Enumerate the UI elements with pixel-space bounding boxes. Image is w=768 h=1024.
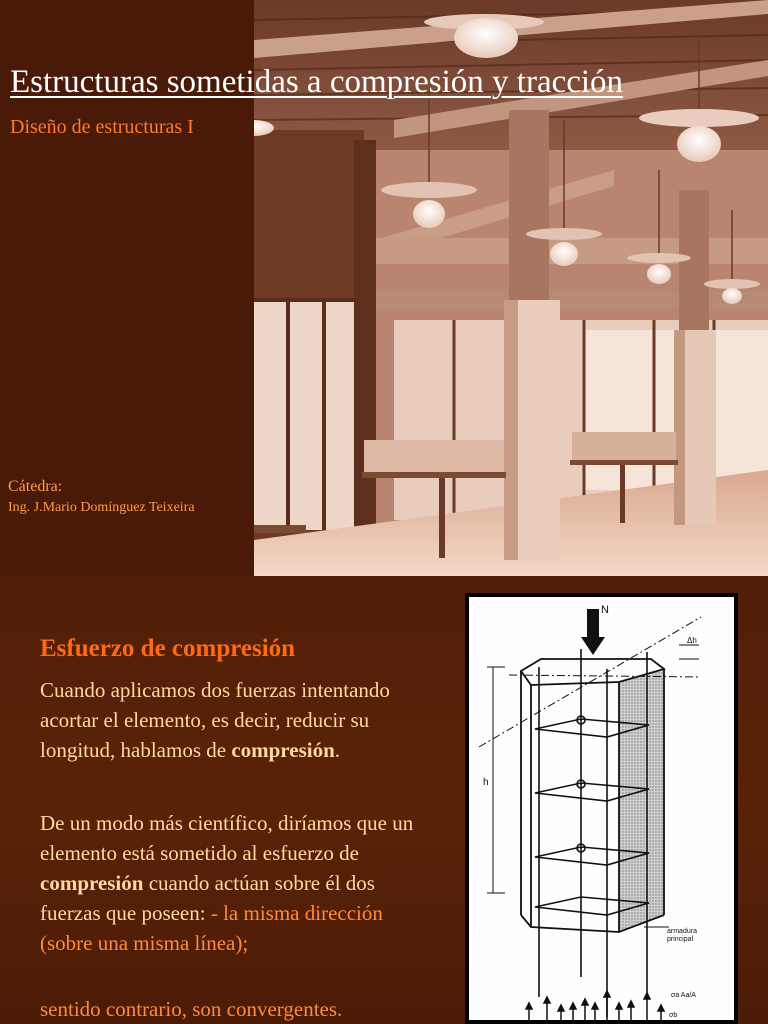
label-n: N [601,604,609,616]
label-armadura-2: principal [667,936,694,943]
keyword-compresion: compresión [231,738,335,762]
label-stress: σa Aa/A [671,992,696,999]
paragraph-text: De un modo más científico, diríamos que un elemento está sometido al esfuerzo de [40,811,414,865]
catedra-block [8,476,195,518]
condition-sense: sentido contrario, son convergentes. [40,997,343,1021]
section-heading: Esfuerzo de compresión [40,635,296,662]
label-h: h [483,777,489,788]
slide-title: Estructuras sometidas a compresión y tracción [10,64,624,100]
paragraph-text: cuando actúan sobre él dos fuerzas que poseen: [40,871,375,925]
keyword-compresion: compresión [40,871,144,895]
professor-name: Ing. J.Mario Domínguez Teixeira [8,500,195,515]
catedra-label: Cátedra: [8,478,63,495]
condition-direction: - la misma dirección (sobre una misma línea); [40,901,383,955]
column-drawing [469,597,734,1020]
paragraph-definition [40,675,435,765]
paragraph-scientific [40,808,435,958]
column-diagram [465,593,738,1024]
label-sigma: σb [669,1012,678,1019]
label-armadura-1: armadura [667,928,697,935]
label-dh: Δh [687,636,697,645]
paragraph-end: . [334,738,341,762]
slide-subtitle: Diseño de estructuras I [10,116,194,138]
paragraph-text: Cuando aplicamos dos fuerzas intentando acortar el elemento, es decir, reducir su longitud, hablamos de [40,678,390,762]
